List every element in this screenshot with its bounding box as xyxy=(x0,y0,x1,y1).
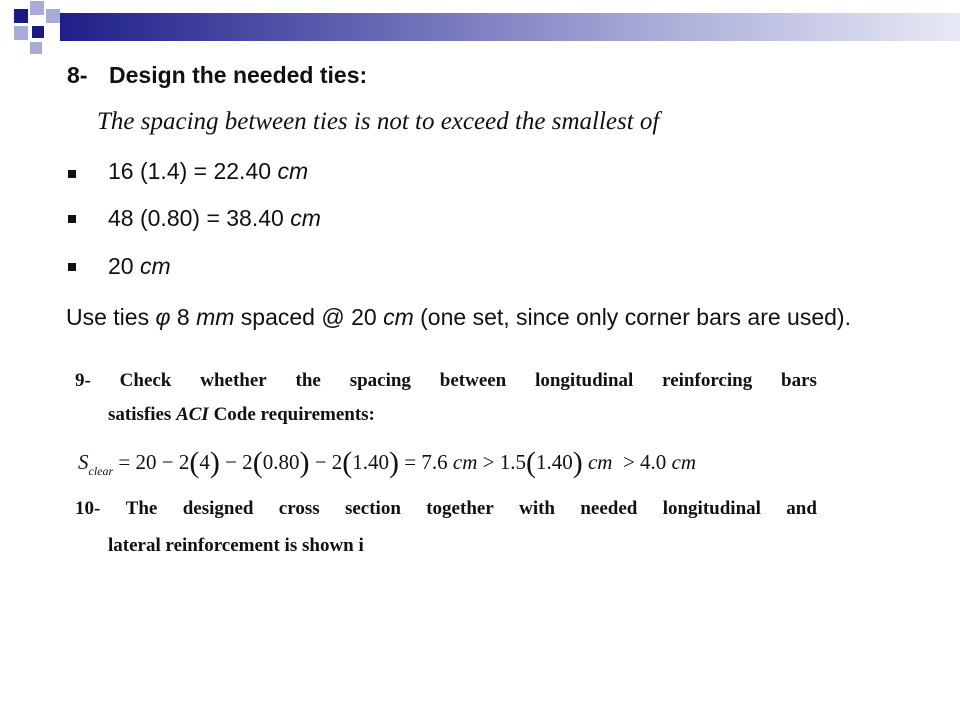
decor-square xyxy=(14,26,28,40)
bullet-icon xyxy=(68,215,76,223)
step10-heading-line1: 10- The designed cross section together with needed longitudinal and xyxy=(75,498,817,519)
step8-heading xyxy=(67,62,367,89)
decor-square xyxy=(46,9,60,23)
bullet-icon xyxy=(68,263,76,271)
decor-square xyxy=(32,26,44,38)
clear-spacing-equation: $S_{clear} = 20 - 2(4) - 2(0.80) - 2(1.40) = 7.6$ cm > 1.5(1.40) cm > 4.0 cm xyxy=(78,446,697,479)
header-decoration xyxy=(0,0,960,60)
step-title: Design the needed ties: xyxy=(109,62,368,88)
step-number: 8- xyxy=(67,62,88,88)
phi-symbol: φ xyxy=(155,304,171,330)
step10-heading-line2: lateral reinforcement is shown i xyxy=(108,535,364,556)
decor-square xyxy=(14,9,28,23)
bullet-icon xyxy=(68,170,76,178)
step8-intro: The spacing between ties is not to exceed the smallest of xyxy=(97,108,660,135)
list-item: 48 (0.80) = 38.40 cm xyxy=(108,205,321,231)
step9-heading-line2: satisfies ACI Code requirements: xyxy=(108,404,375,425)
use-ties-sentence: Use ties φ 8 mm spaced @ 20 cm (one set, since only corner bars are used). xyxy=(66,304,851,330)
list-item: 16 (1.4) = 22.40 cm xyxy=(108,158,309,184)
step9-heading-line1: 9- Check whether the spacing between longitudinal reinforcing bars xyxy=(75,370,817,391)
list-item: 20 cm xyxy=(108,253,171,279)
decor-square xyxy=(30,1,44,15)
decor-square xyxy=(30,42,42,54)
header-gradient-bar xyxy=(60,13,960,41)
